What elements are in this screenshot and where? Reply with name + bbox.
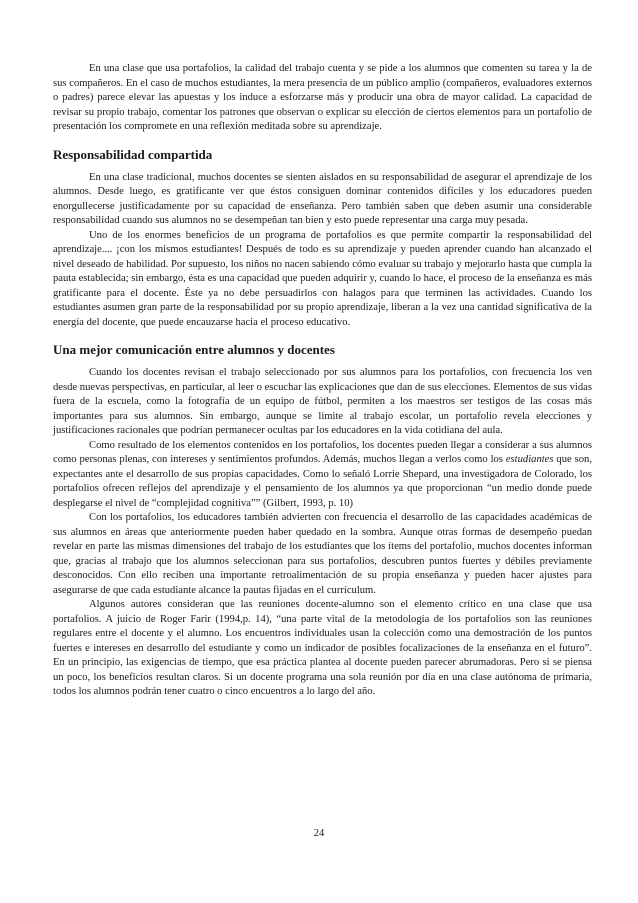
comunicacion-paragraph-3: Con los portafolios, los educadores también advierten con frecuencia el desarrollo de las capacidades académicas de sus alumnos en áreas que anteriormente pueden haber quedado en la sombra. Aunque otras formas de desempeño puedan revelar en parte las mismas dimensiones del trabajo de los estudiantes que los ítems del portafolio, muchos docentes informan que, gracias al trabajo que los alumnos seleccionan para sus portafolios, descubren puntos fuertes y débiles previamente desconocidos. Con ello reciben una importante retroalimentación de su propia enseñanza y pueden hacer ajustes para asegurarse de que cada estudiante alcance la pautas fijadas en el currículum. — [53, 512, 592, 596]
comunicacion-paragraph-1: Cuando los docentes revisan el trabajo seleccionado por sus alumnos para los portafolios, con frecuencia los ven desde nuevas perspectivas, en particular, al leer o escuchar las explicaciones que dan de sus elecciones. Elementos de sus vidas fuera de la escuela, como la fotografía de un equipo de fútbol, permiten a los maestros ser testigos de las cosas más importantes para sus alumnos. Sin embargo, aunque se limite al trabajo escolar, un portafolio revela elecciones y justificaciones racionales que podrían permanecer ocultas par los educadores en la vida cotidiana del aula. — [53, 367, 592, 436]
intro-paragraph: En una clase que usa portafolios, la calidad del trabajo cuenta y se pide a los alumnos que comenten su tarea y la de sus compañeros. En el caso de muchos estudiantes, la mera presencia de un público amplio (compañeros, evaluadores externos o padres) parece elevar las apuestas y los induce a esforzarse más y producir una obra de mayor calidad. La capacidad de revisar su propio trabajo, comentar los patrones que observan o explicar su elección de ciertos elementos para un portafolio de presentación los compromete en una reflexión meditada sobre su aprendizaje. — [53, 63, 592, 132]
emphasis-text: estudiantes — [505, 454, 554, 465]
paragraph-text: Como resultado de los elementos contenidos en los portafolios, los docentes pueden llegar a considerar a sus alumnos como personas plenas, con intereses y sentimientos profundos. Además, muchos llegan a verlos como los — [53, 439, 592, 465]
section-heading-comunicacion: Una mejor comunicación entre alumnos y docentes — [53, 342, 335, 357]
comunicacion-paragraph-4: Algunos autores consideran que las reuniones docente-alumno son el elemento crítico en una clase que usa portafolios. A juicio de Roger Farir (1994,p. 14), “una parte vital de la metodología de los portafolios son las reuniones regulares entre el docente y el alumno. Los encuentros individuales usan la colección como una demostración de los puntos fuertes e intereses en desarrollo del estudiante y como un indicador de posibles focalizaciones de la enseñanza en el futuro”. En un principio, las exigencias de tiempo, que esa práctica plantea al docente pueden parecer abrumadoras. Pero si se piensa un poco, los beneficios resultan claros. Si un docente programa una sola reunión por día en una clase autónoma de primaria, todos los alumnos podrán tener cuatro o cinco encuentros a lo largo del año. — [53, 599, 592, 697]
comunicacion-paragraph-2 — [53, 439, 592, 512]
page-number: 24 — [313, 828, 325, 839]
section-heading-responsabilidad: Responsabilidad compartida — [53, 146, 213, 162]
paragraph-text: que son, expectantes ante el desarrollo de sus propias capacidades. Como lo señaló Lorrie Shepard, una investigadora de Colorado, los portafolios ofrecen reflejos del aprendizaje y el pensamiento de los alumnos ya que proporcionan “un medio donde puede desplegarse el nivel de “complejidad cognitiva”” (Gilbert, 1993, p. 10) — [53, 454, 592, 509]
responsabilidad-paragraph-2: Uno de los enormes beneficios de un programa de portafolios es que permite compartir la responsabilidad del aprendizaje.... ¡con los mismos estudiantes! Después de todo es su aprendizaje y pueden aprender cuando han alcanzado el nivel deseado de habilidad. Por supuesto, los niños no nacen sabiendo cómo evaluar su trabajo y mejorarlo hasta que cumpla la pauta establecida; sin embargo, ésta es una capacidad que pueden adquirir y, cuando lo hace, el proceso de la enseñanza es más gratificante para el docente. Éste ya no debe persuadirlos con halagos para que terminen las actividades. Cuando los estudiantes asumen gran parte de la responsabilidad por su propio aprendizaje, liberan a la vez una cantidad significativa de la energía del docente, que puede encauzarse hacia el proceso educativo. — [53, 229, 592, 328]
responsabilidad-paragraph-1: En una clase tradicional, muchos docentes se sienten aislados en su responsabilidad de asegurar el aprendizaje de los alumnos. Desde luego, es gratificante ver que éstos consiguen dominar contenidos difíciles y los educadores pueden enorgullecerse justificadamente por su capacidad de enseñanza. Pero también saben que deben asumir una considerable responsabilidad cuando sus alumnos no se desempeñan tan bien y esto puede representar una carga muy pesada. — [53, 171, 592, 226]
